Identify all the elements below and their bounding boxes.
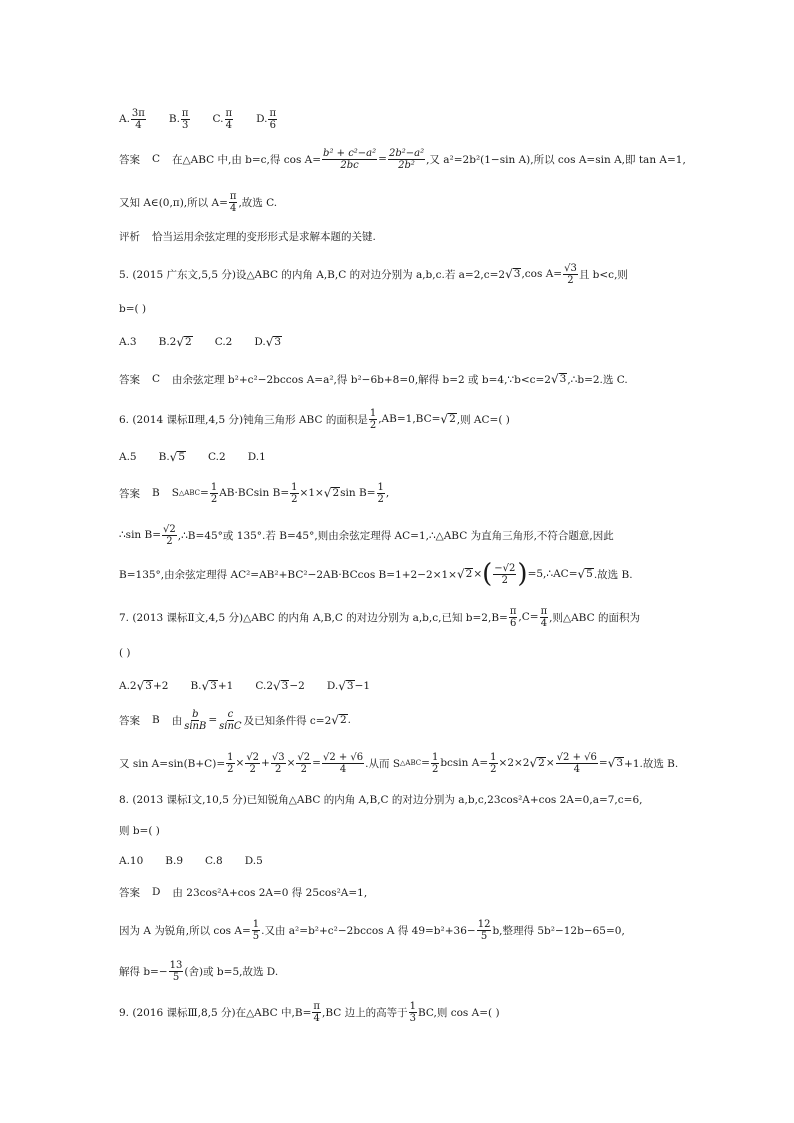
answer-label: 答案 bbox=[119, 153, 140, 166]
option-b: B.2 √ 2 bbox=[158, 335, 192, 349]
sqrt: √ 3 bbox=[505, 267, 521, 281]
option-d: D. √ 3 bbox=[254, 335, 282, 349]
option-b: B. √ 5 bbox=[158, 450, 186, 464]
q6-options bbox=[119, 444, 288, 470]
answer-letter: B bbox=[152, 714, 160, 726]
q6-stem: 6. (2014 课标Ⅱ理,4,5 分)钝角三角形 ABC 的面积是 $\frac{1}{2}$ ,AB=1,BC= √ 2 ,则 AC=( ) bbox=[119, 407, 510, 431]
option-d: D.5 bbox=[244, 855, 263, 867]
q7-answer-line2: 又 sin A=sin(B+C)= $\frac{1}{2}$ × $\frac{√2}{2}$ + $\frac{√3}{2}$ × $\frac{√2}{2}$ = $\frac{√2 + √6}{4}$ .从而 S △ABC = $\frac{1}{2}$ bcsin A= $\frac{1}{2}$ ×2×2 √ 2 × $\frac{√2 + √6}{4}$ = √ 3 +1.故选 B. bbox=[119, 751, 679, 775]
q8-answer-line3: 解得 b=− $\frac{13}{5}$ (舍)或 b=5,故选 D. bbox=[119, 959, 279, 983]
q6-answer-line3: B=135°,由余弦定理得 AC²=AB²+BC²−2AB·BCcos B=1+2−2×1× √ 2 × ( $\frac{-√2}{2}$ ) =5,∴AC= √ 5 .故选 B. bbox=[119, 559, 633, 589]
option-c: C.2 bbox=[214, 336, 233, 348]
q8-stem-line2: 则 b=( ) bbox=[119, 824, 160, 837]
answer-letter: C bbox=[152, 153, 161, 165]
option-c: C. $\frac{\pi}{4}$ bbox=[212, 107, 233, 131]
option-c: C.2 √ 3 −2 bbox=[255, 679, 305, 693]
q4-comment: 评析 恰当运用余弦定理的变形形式是求解本题的关键. bbox=[119, 230, 376, 243]
q8-stem: 8. (2013 课标Ⅰ文,10,5 分)已知锐角△ABC 的内角 A,B,C 的对边分别为 a,b,c,23cos²A+cos 2A=0,a=7,c=6, bbox=[119, 793, 643, 806]
answer-label: 答案 bbox=[119, 487, 140, 500]
q4-options bbox=[119, 106, 300, 132]
q5-stem: 5. (2015 广东文,5,5 分)设△ABC 的内角 A,B,C 的对边分别为 a,b,c.若 a=2,c=2 √ 3 ,cos A= $\frac{√3}{2}$ 且 b<c,则 bbox=[119, 262, 628, 286]
q4-answer-line2: 又知 A∈(0,π),所以 A= $\frac{\pi}{4}$ ,故选 C. bbox=[119, 190, 278, 214]
option-b: B.9 bbox=[165, 855, 184, 867]
option-a: A. $\frac{3\pi}{4}$ bbox=[119, 107, 145, 131]
option-d: D.1 bbox=[247, 451, 266, 463]
q7-answer: 答案 B 由 $\frac{b}{\sin B}$ = $\frac{c}{\sin C}$ 及已知条件得 c=2 √ 2 . bbox=[119, 708, 351, 732]
q6-answer: 答案 B S △ABC = $\frac{1}{2}$ AB·BCsin B= $\frac{1}{2}$ ×1× √ 2 sin B= $\frac{1}{2}$ , bbox=[119, 481, 390, 505]
q5-stem-line2: b=( ) bbox=[119, 303, 147, 315]
q5-answer: 答案 C 由余弦定理 b²+c²−2bccos A=a²,得 b²−6b+8=0,解得 b=2 或 b=4,∵b<c=2 √ 3 ,∴b=2.选 C. bbox=[119, 372, 628, 386]
q6-answer-line2: ∴sin B= $\frac{√2}{2}$ ,∴B=45°或 135°.若 B=45°,则由余弦定理得 AC=1,∴△ABC 为直角三角形,不符合题意,因此 bbox=[119, 523, 614, 547]
answer-label: 答案 bbox=[119, 886, 140, 899]
option-a: A.10 bbox=[119, 855, 144, 867]
option-b: B. $\frac{\pi}{3}$ bbox=[168, 107, 189, 131]
q7-stem: 7. (2013 课标Ⅱ文,4,5 分)△ABC 的内角 A,B,C 的对边分别为 a,b,c,已知 b=2,B= $\frac{\pi}{6}$ ,C= $\frac{\pi}{4}$ ,则△ABC 的面积为 bbox=[119, 605, 640, 629]
answer-label: 答案 bbox=[119, 373, 140, 386]
option-d: D. √ 3 −1 bbox=[326, 679, 371, 693]
q4-answer: 答案 C 在△ABC 中,由 b=c,得 cos A= $\frac{\text{b² + c²−a²}}{2bc}$ = $\frac{\text{2b²−a²}}{\text{2b²}}$ ,又 a²=2b²(1−sin A),所以 cos A=sin A,即 tan A=1, bbox=[119, 147, 686, 171]
q5-options bbox=[119, 329, 304, 355]
q8-answer: 答案 D 由 23cos²A+cos 2A=0 得 25cos²A=1, bbox=[119, 886, 368, 899]
q8-answer-line2: 因为 A 为锐角,所以 cos A= $\frac{1}{5}$ .又由 a²=b²+c²−2bccos A 得 49=b²+36− $\frac{12}{5}$ b,整理得 5b²−12b−65=0, bbox=[119, 918, 625, 942]
answer-label: 答案 bbox=[119, 714, 140, 727]
q8-options bbox=[119, 848, 285, 874]
answer-letter: D bbox=[152, 886, 161, 898]
option-a: A.2 √ 3 +2 bbox=[119, 679, 169, 693]
answer-letter: C bbox=[152, 373, 161, 385]
option-d: D. $\frac{\pi}{6}$ bbox=[256, 107, 277, 131]
option-a: A.5 bbox=[119, 451, 137, 463]
option-b: B. √ 3 +1 bbox=[190, 679, 234, 693]
comment-label: 评析 bbox=[119, 230, 140, 243]
q7-options bbox=[119, 673, 392, 699]
option-c: C.8 bbox=[205, 855, 223, 867]
q7-stem-line2: ( ) bbox=[119, 647, 131, 659]
option-c: C.2 bbox=[208, 451, 226, 463]
q9-stem: 9. (2016 课标Ⅲ,8,5 分)在△ABC 中,B= $\frac{\pi}{4}$ ,BC 边上的高等于 $\frac{1}{3}$ BC,则 cos A=( ) bbox=[119, 1000, 500, 1024]
option-a: A.3 bbox=[119, 336, 137, 348]
answer-letter: B bbox=[152, 487, 160, 499]
